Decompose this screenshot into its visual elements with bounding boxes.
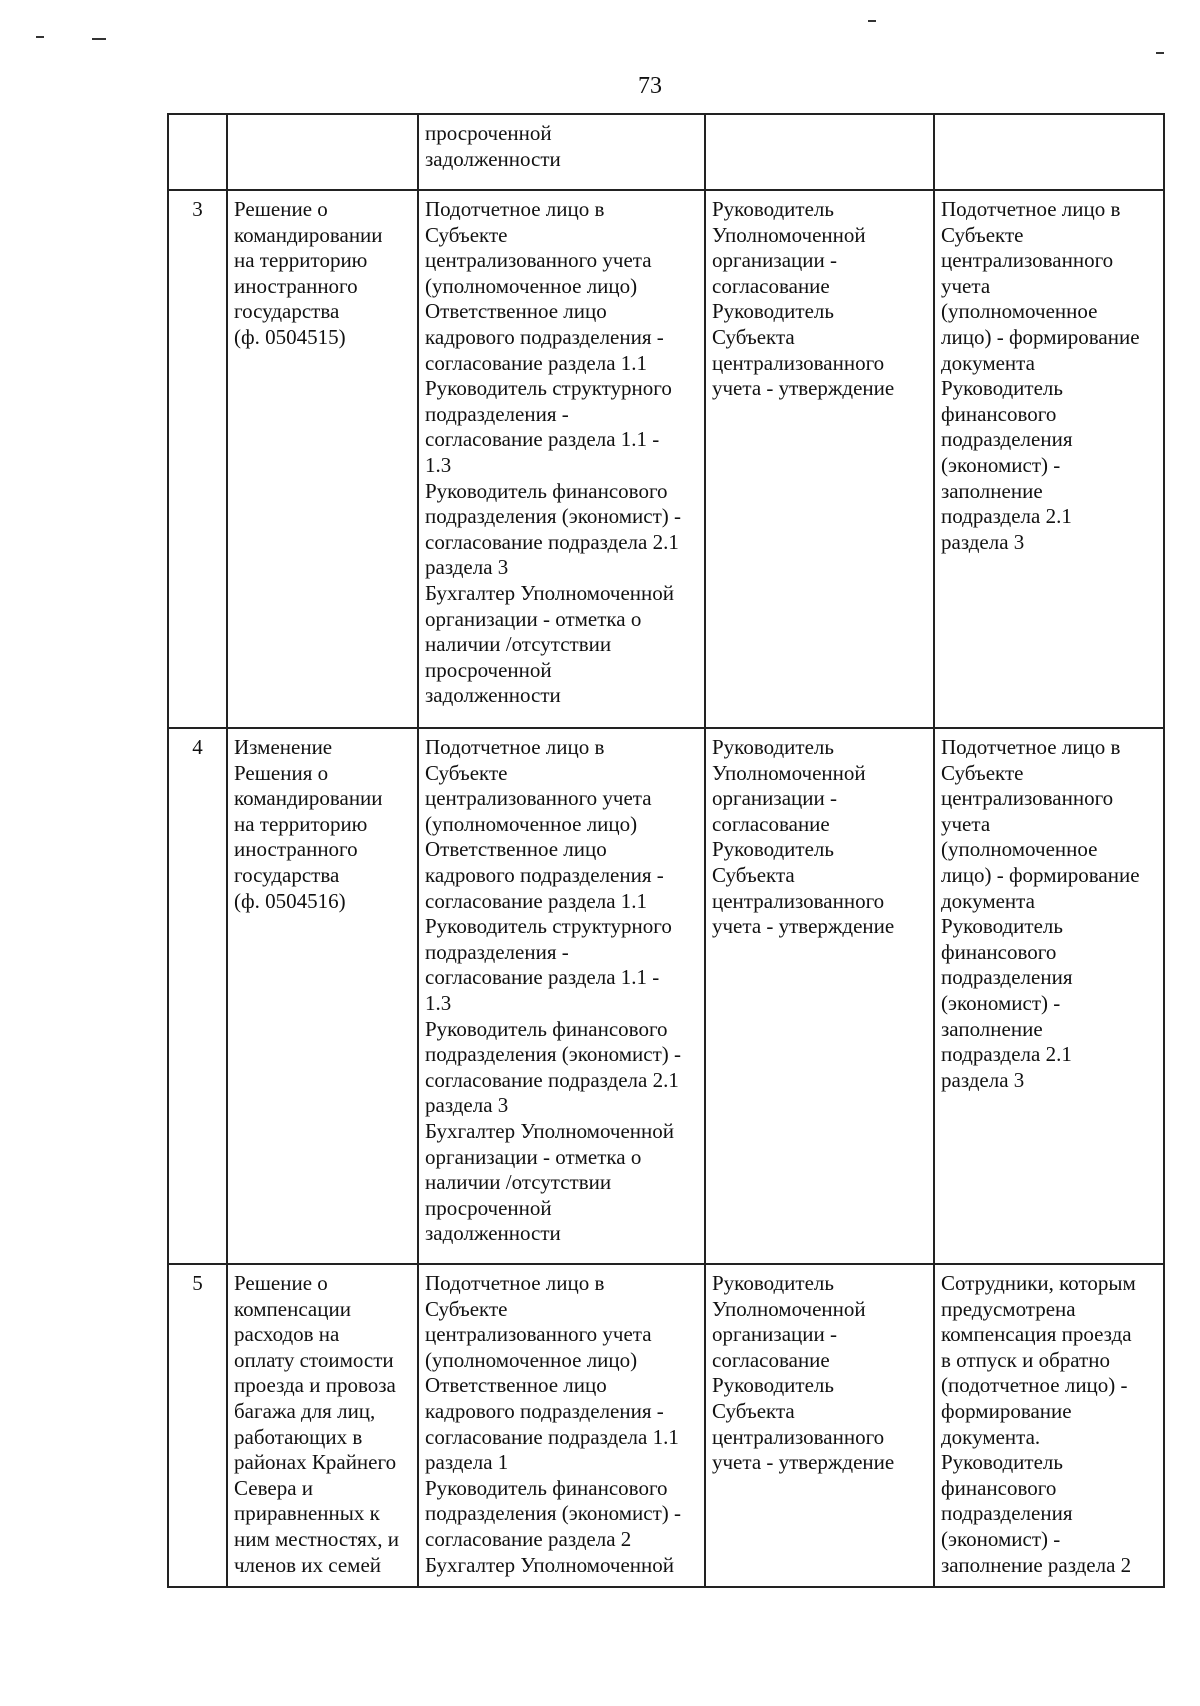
formation-cell: Сотрудники, которым предусмотрена компенсация проезда в отпуск и обратно (подотчетное лицо) - формирование документа. Руководитель финансового подразделения (экономист) - заполнение раздела 2 — [934, 1264, 1164, 1587]
table-row — [168, 190, 1164, 728]
formation-cell: Подотчетное лицо в Субъекте централизованного учета (уполномоченное лицо) - формирование документа Руководитель финансового подразделения (экономист) - заполнение подраздела 2.1 раздела 3 — [934, 190, 1164, 728]
scan-speck — [868, 20, 876, 22]
row-number: 4 — [168, 728, 227, 1264]
page-number: 73 — [638, 73, 662, 99]
formation-cell: Подотчетное лицо в Субъекте централизованного учета (уполномоченное лицо) - формирование документа Руководитель финансового подразделения (экономист) - заполнение подраздела 2.1 раздела 3 — [934, 728, 1164, 1264]
approvers-cell: Руководитель Уполномоченной организации - согласование Руководитель Субъекта централизованного учета - утверждение — [705, 1264, 934, 1587]
document-name-cell: Решение о командировании на территорию иностранного государства (ф. 0504515) — [227, 190, 418, 728]
row-number: 3 — [168, 190, 227, 728]
preparers-cell: Подотчетное лицо в Субъекте централизованного учета (уполномоченное лицо) Ответственное лицо кадрового подразделения - согласование раздела 1.1 Руководитель структурного подразделения - согласование раздела 1.1 - 1.3 Руководитель финансового подразделения (экономист) - согласование подраздела 2.1 раздела 3 Бухгалтер Уполномоченной организации - отметка о наличии /отсутствии просроченной задолженности — [418, 190, 705, 728]
table-row — [168, 728, 1164, 1264]
scan-speck — [1156, 52, 1164, 54]
preparers-cell: просроченной задолженности — [418, 114, 705, 190]
document-name-cell — [227, 114, 418, 190]
approvers-cell: Руководитель Уполномоченной организации - согласование Руководитель Субъекта централизованного учета - утверждение — [705, 728, 934, 1264]
table-row — [168, 114, 1164, 190]
table-row — [168, 1264, 1164, 1587]
preparers-cell: Подотчетное лицо в Субъекте централизованного учета (уполномоченное лицо) Ответственное лицо кадрового подразделения - согласование подраздела 1.1 раздела 1 Руководитель финансового подразделения (экономист) - согласование раздела 2 Бухгалтер Уполномоченной — [418, 1264, 705, 1587]
scan-speck — [92, 38, 106, 40]
row-number: 5 — [168, 1264, 227, 1587]
approvers-cell: Руководитель Уполномоченной организации - согласование Руководитель Субъекта централизованного учета - утверждение — [705, 190, 934, 728]
preparers-cell: Подотчетное лицо в Субъекте централизованного учета (уполномоченное лицо) Ответственное лицо кадрового подразделения - согласование раздела 1.1 Руководитель структурного подразделения - согласование раздела 1.1 - 1.3 Руководитель финансового подразделения (экономист) - согласование подраздела 2.1 раздела 3 Бухгалтер Уполномоченной организации - отметка о наличии /отсутствии просроченной задолженности — [418, 728, 705, 1264]
document-table — [167, 113, 1165, 1588]
document-name-cell: Изменение Решения о командировании на территорию иностранного государства (ф. 0504516) — [227, 728, 418, 1264]
row-number — [168, 114, 227, 190]
document-name-cell: Решение о компенсации расходов на оплату стоимости проезда и провоза багажа для лиц, работающих в районах Крайнего Севера и приравненных к ним местностях, и членов их семей — [227, 1264, 418, 1587]
formation-cell — [934, 114, 1164, 190]
approvers-cell — [705, 114, 934, 190]
scan-speck — [36, 36, 44, 38]
